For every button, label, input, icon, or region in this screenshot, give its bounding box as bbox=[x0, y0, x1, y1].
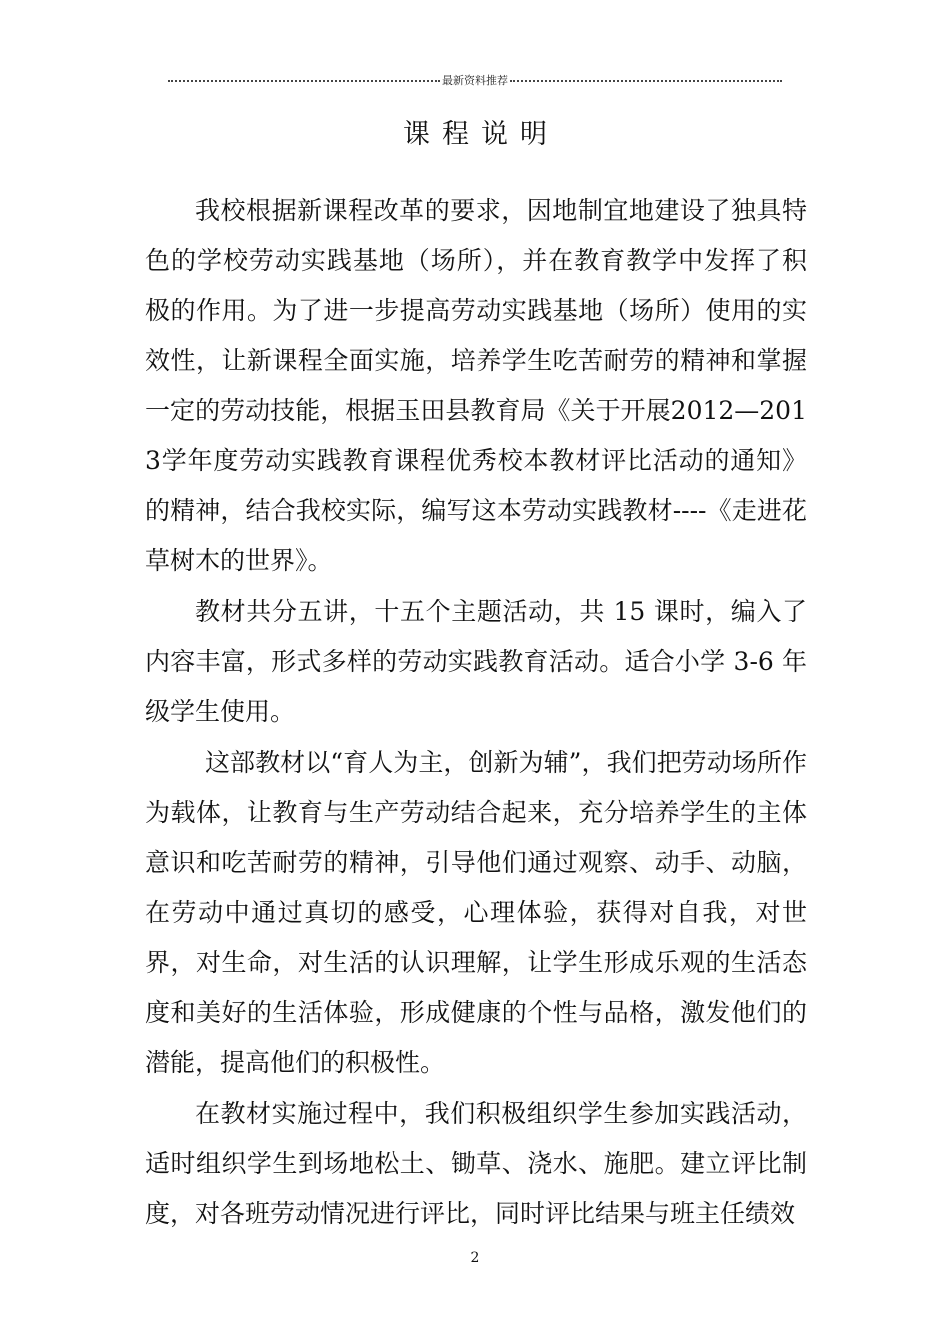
page-number: 2 bbox=[470, 1250, 480, 1266]
paragraph-4: 在教材实施过程中，我们积极组织学生参加实践活动，适时组织学生到场地松土、锄草、浇水、施肥。建立评比制度，对各班劳动情况进行评比，同时评比结果与班主任绩效 bbox=[145, 1099, 807, 1228]
header-label: 最新资料推荐 bbox=[442, 74, 508, 87]
document-body bbox=[145, 186, 807, 1240]
paragraph-3: 这部教材以“育人为主，创新为辅”，我们把劳动场所作为载体，让教育与生产劳动结合起来，充分培养学生的主体意识和吃苦耐劳的精神，引导他们通过观察、动手、动脑，在劳动中通过真切的感受，心理体验，获得对自我，对世界，对生命，对生活的认识理解，让学生形成乐观的生活态度和美好的生活体验，形成健康的个性与品格，激发他们的潜能，提高他们的积极性。 bbox=[145, 748, 807, 1077]
paragraph-2: 教材共分五讲，十五个主题活动，共 15 课时，编入了内容丰富，形式多样的劳动实践教育活动。适合小学 3-6 年级学生使用。 bbox=[145, 597, 807, 726]
page-header bbox=[168, 72, 782, 88]
paragraph-1: 我校根据新课程改革的要求，因地制宜地建设了独具特色的学校劳动实践基地（场所），并在教育教学中发挥了积极的作用。为了进一步提高劳动实践基地（场所）使用的实效性，让新课程全面实施，培养学生吃苦耐劳的精神和掌握一定的劳动技能，根据玉田县教育局《关于开展2012—2013学年度劳动实践教育课程优秀校本教材评比活动的通知》的精神，结合我校实际，编写这本劳动实践教材----《走进花草树木的世界》。 bbox=[145, 196, 807, 575]
header-dotted-line-left bbox=[168, 80, 440, 82]
header-dotted-line-right bbox=[510, 80, 782, 82]
page-title: 课程说明 bbox=[403, 119, 559, 150]
